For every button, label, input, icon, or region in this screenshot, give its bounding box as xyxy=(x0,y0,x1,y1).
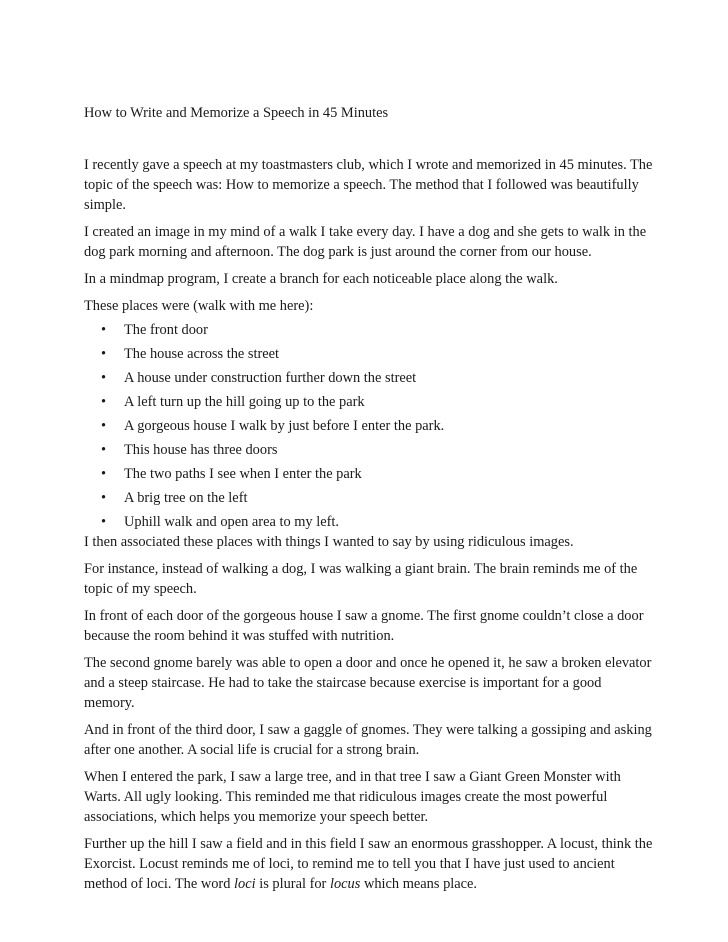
paragraph-body-2: For instance, instead of walking a dog, I was walking a giant brain. The brain reminds me of the topic of my speech. xyxy=(84,561,638,597)
list-item: • The front door xyxy=(84,320,654,344)
list-item: • A brig tree on the left xyxy=(84,488,654,512)
list-item: • A left turn up the hill going up to the park xyxy=(84,392,654,416)
document-page xyxy=(84,103,654,901)
paragraph-body-6: When I entered the park, I saw a large tree, and in that tree I saw a Giant Green Monster with Warts. All ugly looking. This reminded me that ridiculous images create the most powerful associations, which helps you memorize your speech better. xyxy=(84,769,621,825)
list-item: • Uphill walk and open area to my left. xyxy=(84,512,654,532)
paragraph-last-part3: which means place. xyxy=(360,876,478,892)
paragraph-body-5: And in front of the third door, I saw a gaggle of gnomes. They were talking a gossiping and asking after one another. A social life is crucial for a strong brain. xyxy=(84,722,652,758)
paragraph-body-3: In front of each door of the gorgeous house I saw a gnome. The first gnome couldn’t close a door because the room behind it was stuffed with nutrition. xyxy=(84,608,644,644)
paragraph-last xyxy=(84,834,654,894)
list-item: • The house across the street xyxy=(84,344,654,368)
paragraph-intro-2: I created an image in my mind of a walk I take every day. I have a dog and she gets to walk in the dog park morning and afternoon. The dog park is just around the corner from our house. xyxy=(84,224,647,260)
places-list xyxy=(84,320,654,532)
document-title: How to Write and Memorize a Speech in 45 Minutes xyxy=(84,105,389,121)
paragraph-intro-1: I recently gave a speech at my toastmasters club, which I wrote and memorized in 45 minutes. The topic of the speech was: How to memorize a speech. The method that I followed was beautifully simple. xyxy=(84,157,653,213)
paragraph-last-part1: Further up the hill I saw a field and in this field I saw an enormous grasshopper. A locust, think the Exorcist. Locust reminds me of loci, to remind me to tell you that I have just used to ancient method of loci. The word xyxy=(84,836,653,892)
paragraph-body-1: I then associated these places with things I wanted to say by using ridiculous images. xyxy=(84,534,574,550)
paragraph-last-part2: is plural for xyxy=(255,876,330,892)
emphasis-locus: locus xyxy=(329,876,361,892)
paragraph-intro-3: In a mindmap program, I create a branch for each noticeable place along the walk. xyxy=(84,271,558,287)
paragraph-intro-4: These places were (walk with me here): xyxy=(84,298,314,314)
list-item: • The two paths I see when I enter the park xyxy=(84,464,654,488)
list-item: • A house under construction further down the street xyxy=(84,368,654,392)
list-item: • This house has three doors xyxy=(84,440,654,464)
paragraph-body-4: The second gnome barely was able to open a door and once he opened it, he saw a broken elevator and a steep staircase. He had to take the staircase because exercise is important for a good memory. xyxy=(84,655,652,711)
list-item: • A gorgeous house I walk by just before I enter the park. xyxy=(84,416,654,440)
emphasis-loci: loci xyxy=(234,876,256,892)
